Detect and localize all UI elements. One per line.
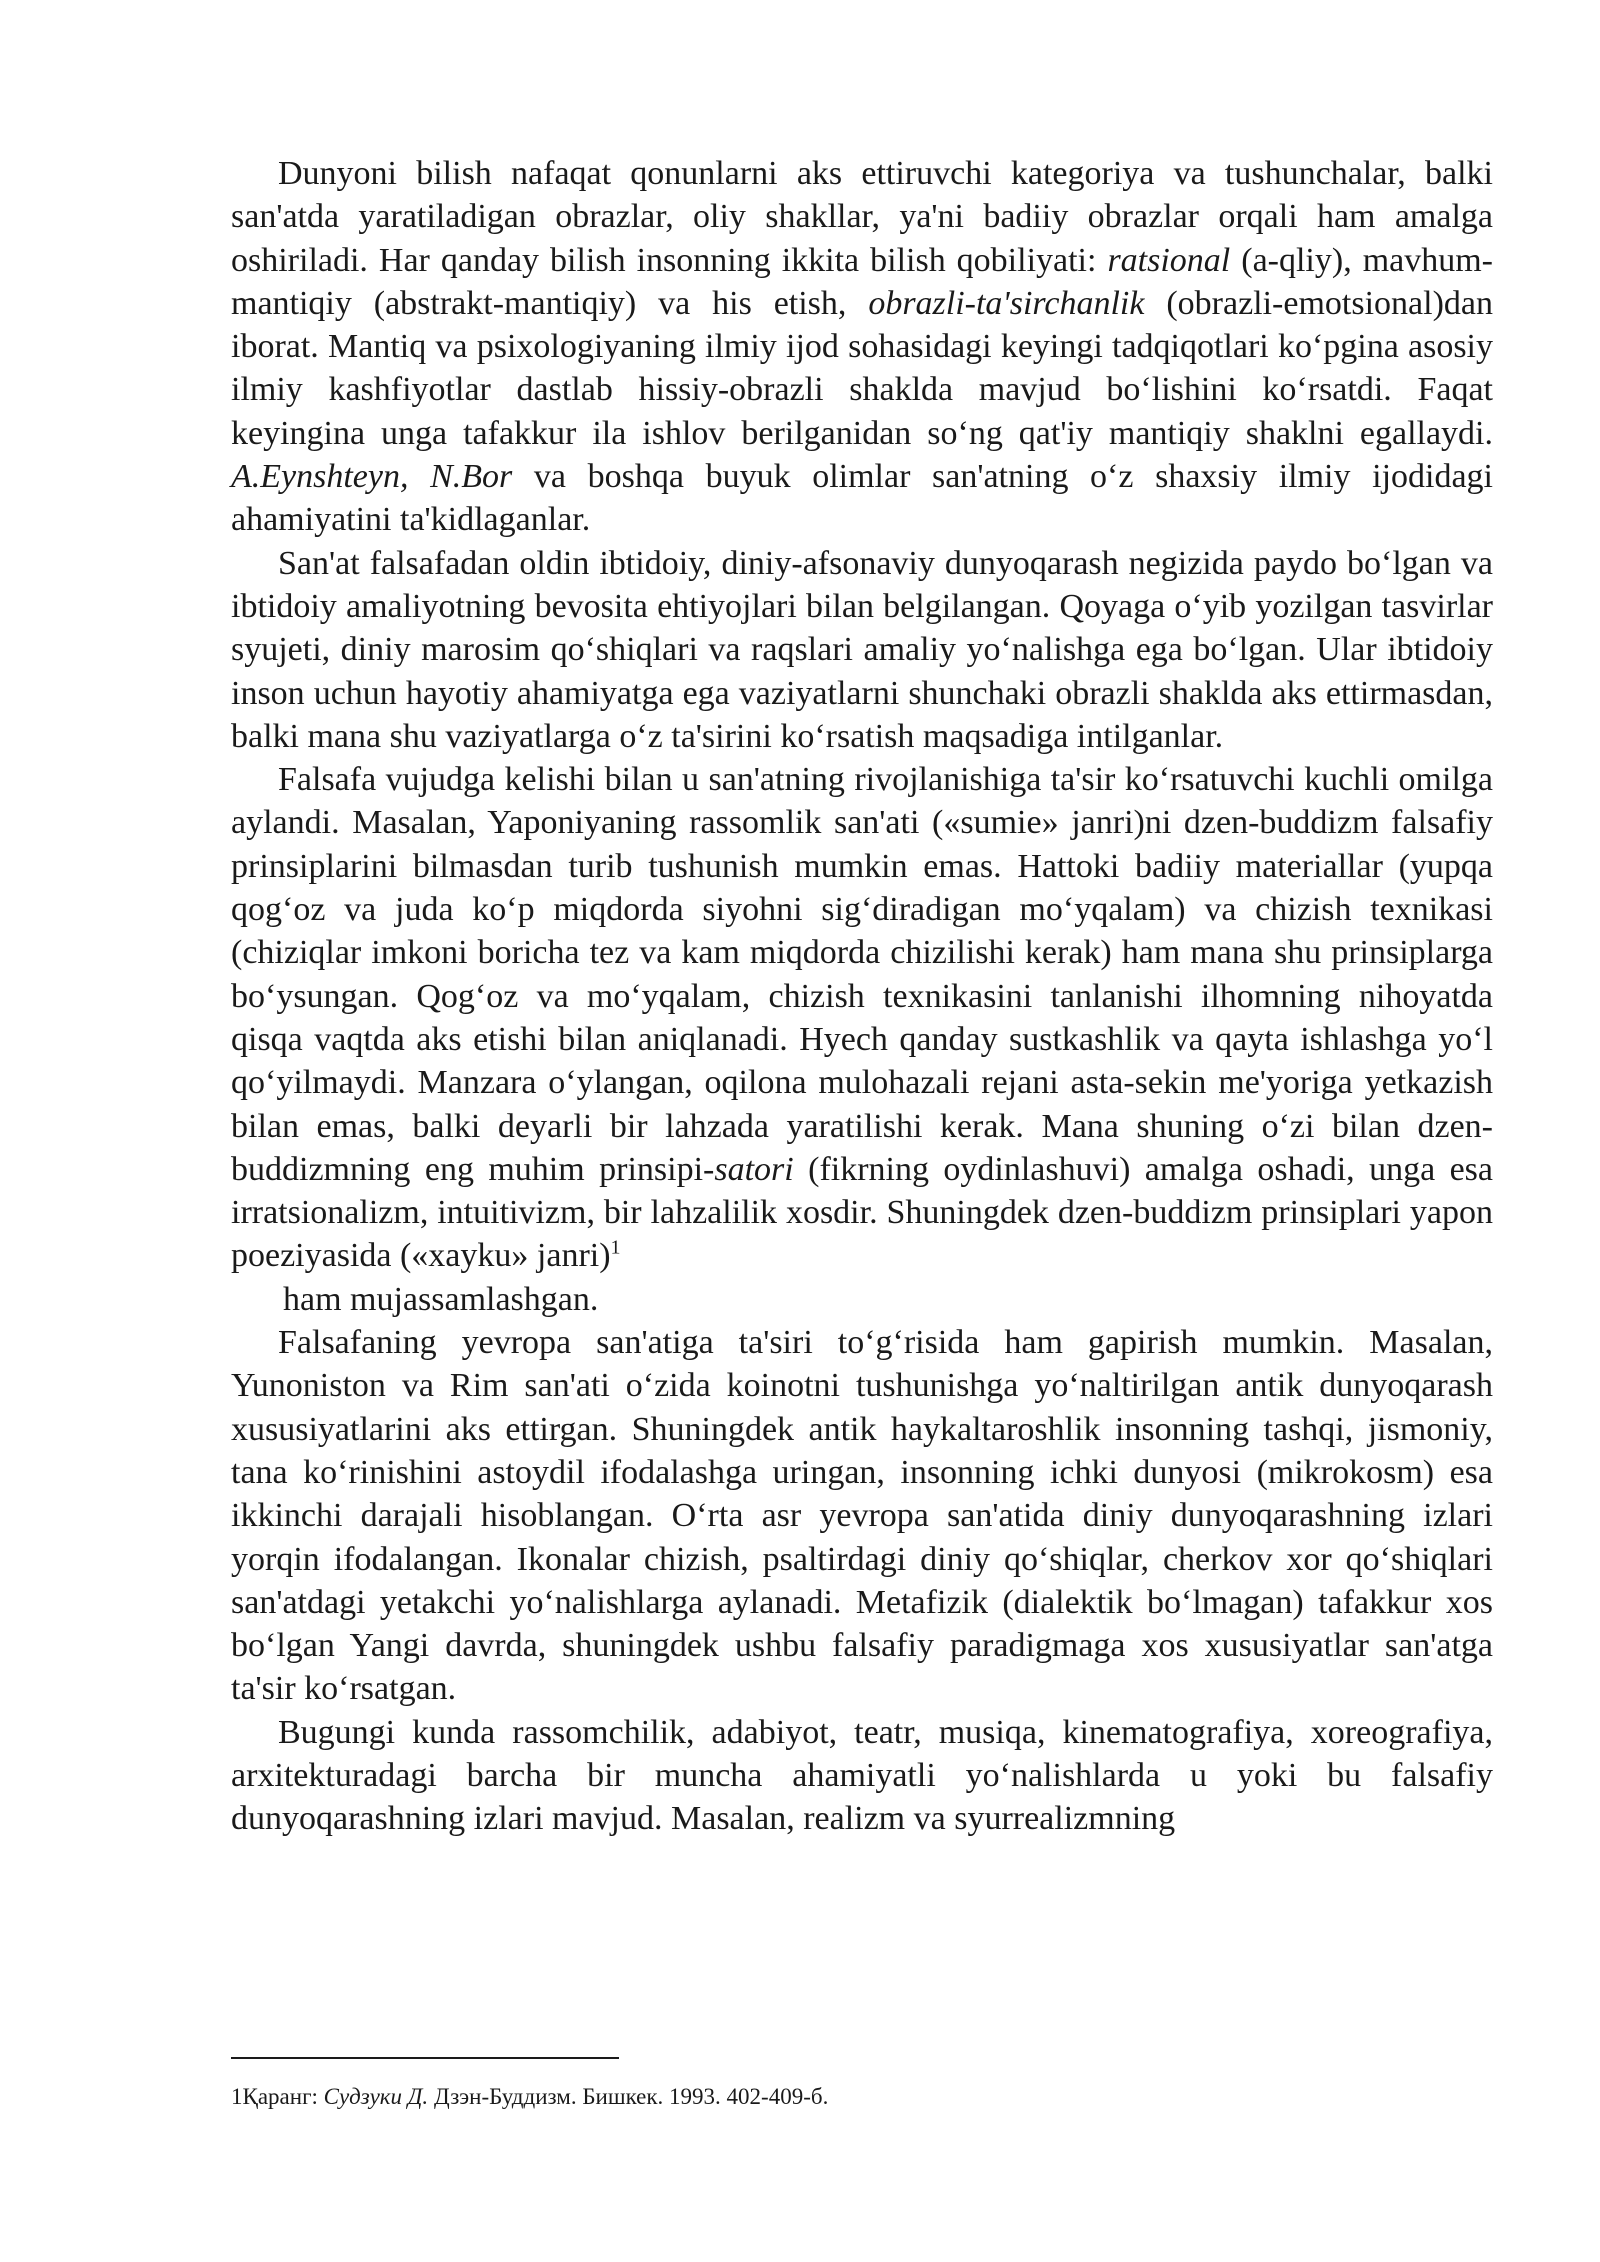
footnote-citation: Дзэн-Буддизм. Бишкек. 1993. 402-409-б.: [428, 2084, 829, 2109]
paragraph-1-text-b: (a-qliy), mavhum-mantiqiy (abstrakt-mantiqiy) va his etish,: [231, 241, 1493, 322]
paragraph-3-continuation: ham mujassamlashgan.: [283, 1280, 599, 1318]
footnote-number: 1: [231, 2084, 243, 2109]
paragraph-1: [231, 152, 1493, 542]
term-ratsional: ratsional: [1107, 241, 1231, 279]
paragraph-1-text-d: va boshqa buyuk olimlar san'atning o‘z shaxsiy ilmiy ijodidagi ahamiyatini ta'kidlaganlar.: [231, 458, 1493, 539]
paragraph-1-text-c: (obrazli-emotsional)dan iborat. Mantiq va psixologiyaning ilmiy ijod sohasidagi keyingi tadqiqotlari ko‘pgina asosiy ilmiy kashfiyotlar dastlab hissiy-obrazli shaklda mavjud bo‘lishini ko‘rsatdi. Faqat keyingina unga tafakkur ila ishlov berilganidan so‘ng qat'iy mantiqiy shaklni egallaydi.: [231, 284, 1493, 452]
paragraph-3-text-a: Falsafa vujudga kelishi bilan u san'atning rivojlanishiga ta'sir ko‘rsatuvchi kuchli omilga aylandi. Masalan, Yaponiyaning rassomlik san'ati («sumie» janri)ni dzen-buddizm falsafiy prinsiplarini bilmasdan turib tushunish mumkin emas. Hattoki badiiy materiallar (yupqa qog‘oz va juda ko‘p miqdorda siyohni sig‘diradigan mo‘yqalam) va chizish texnikasi (chiziqlar imkoni boricha tez va kam miqdorda chizilishi kerak) ham mana shu prinsiplarga bo‘ysungan. Qog‘oz va mo‘yqalam, chizish texnikasini tanlanishi ilhomning nihoyatda qisqa vaqtda aks etishi bilan aniqlanadi. Hyech qanday sustkashlik va qayta ishlashga yo‘l qo‘yilmaydi. Manzara o‘ylangan, oqilona mulohazali rejani asta-sekin me'yoriga yetkazish bilan emas, balki deyarli bir lahzada yaratilishi kerak. Mana shuning o‘zi bilan dzen-buddizmning eng muhim prinsipi-: [231, 761, 1493, 1188]
paragraph-3-text-b: (fikrning oydinlashuvi) amalga oshadi, unga esa irratsionalizm, intuitivizm, bir lahzalilik xosdir. Shuningdek dzen-buddizm prinsiplari yapon poeziyasida («xayku» janri): [231, 1150, 1494, 1275]
term-satori: satori: [714, 1150, 794, 1188]
footnote-reference[interactable]: 1: [610, 1237, 621, 1260]
document-body: [231, 152, 1493, 1841]
paragraph-1-text-a: Dunyoni bilish nafaqat qonunlarni aks ettiruvchi kategoriya va tushunchalar, balki san'atda yaratiladigan obrazlar, oliy shakllar, ya'ni badiiy obrazlar orqali ham amalga oshiriladi. Har qanday bilish insonning ikkita bilish qobiliyati:: [231, 155, 1493, 279]
footnote-author: Судзуки Д.: [323, 2084, 429, 2109]
term-obrazli-tasirchanlik: obrazli-ta'sirchanlik: [868, 284, 1145, 322]
paragraph-5: Bugungi kunda rassomchilik, adabiyot, teatr, musiqa, kinematografiya, xoreografiya, arxitekturadagi barcha bir muncha ahamiyatli yo‘nalishlarda u yoki bu falsafiy dunyoqarashning izlari mavjud. Masalan, realizm va syurrealizmning: [231, 1713, 1493, 1838]
paragraph-3: [231, 758, 1493, 1278]
footnote-lead: Қаранг:: [242, 2084, 324, 2109]
footnote: [231, 2082, 828, 2112]
footnote-divider: [231, 2057, 619, 2059]
scientist-names: A.Eynshteyn, N.Bor: [231, 458, 513, 496]
paragraph-4: Falsafaning yevropa san'atiga ta'siri to‘g‘risida ham gapirish mumkin. Masalan, Yunoniston va Rim san'ati o‘zida koinotni tushunishga yo‘naltirilgan antik dunyoqarash xususiyatlarini aks ettirgan. Shuningdek antik haykaltaroshlik insonning tashqi, jismoniy, tana ko‘rinishini astoydil ifodalashga uringan, insonning ichki dunyosi (mikrokosm) esa ikkinchi darajali hisoblangan. O‘rta asr yevropa san'atida diniy dunyoqarashning izlari yorqin ifodalangan. Ikonalar chizish, psaltirdagi diniy qo‘shiqlar, cherkov xor qo‘shiqlari san'atdagi yetakchi yo‘nalishlarga aylanadi. Metafizik (dialektik bo‘lmagan) tafakkur xos bo‘lgan Yangi davrda, shuningdek ushbu falsafiy paradigmaga xos xususiyatlar san'atga ta'sir ko‘rsatgan.: [231, 1324, 1493, 1708]
paragraph-2: San'at falsafadan oldin ibtidoiy, diniy-afsonaviy dunyoqarash negizida paydo bo‘lgan va ibtidoiy amaliyotning bevosita ehtiyojlari bilan belgilangan. Qoyaga o‘yib yozilgan tasvirlar syujeti, diniy marosim qo‘shiqlari va raqslari amaliy yo‘nalishga ega bo‘lgan. Ular ibtidoiy inson uchun hayotiy ahamiyatga ega vaziyatlarni shunchaki obrazli shaklda aks ettirmasdan, balki mana shu vaziyatlarga o‘z ta'sirini ko‘rsatish maqsadiga intilganlar.: [231, 544, 1493, 755]
